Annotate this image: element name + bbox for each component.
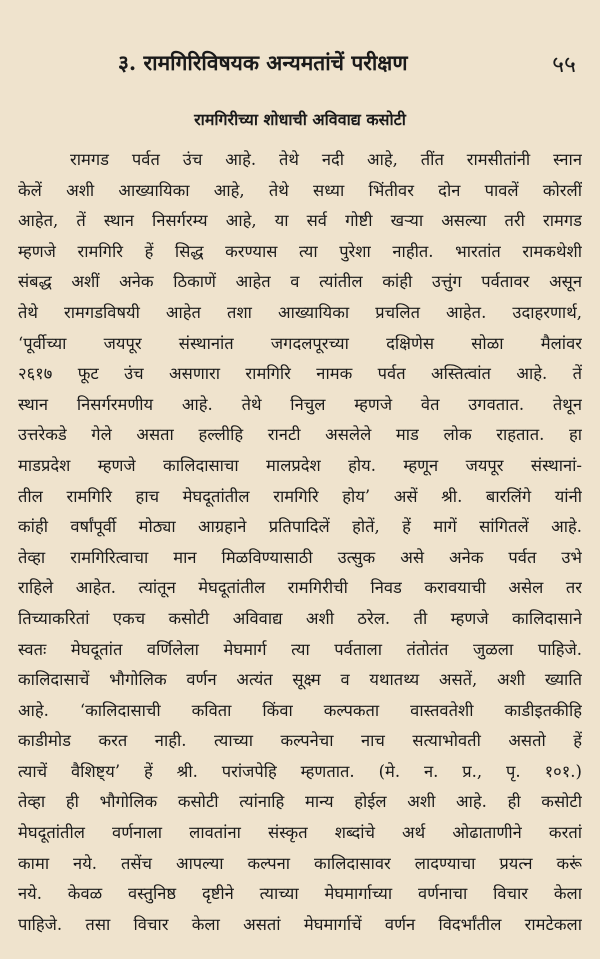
body-text bbox=[18, 145, 582, 940]
text-line: तिच्याकरितां एकच कसोटी अविवाद्य अशी ठरेल. ती म्हणजे कालिदासाने bbox=[18, 608, 582, 628]
text-line: ‘पूर्वीच्या जयपूर संस्थानांत जगदलपूरच्या दक्षिणेस सोळा मैलांवर bbox=[18, 333, 582, 353]
chapter-title: ३. रामगिरिविषयक अन्यमतांचें परीक्षण bbox=[118, 50, 408, 75]
text-line: उत्तरेकडे गेले असता हल्लीहि रानटी असलेले माड लोक राहतात. हा bbox=[18, 425, 582, 445]
text-line: तील रामगिरि हाच मेघदूतांतील रामगिरि होय’ असें श्री. बारलिंगे यांनी bbox=[18, 486, 582, 506]
text-line: म्हणजे रामगिरि हें सिद्ध करण्यास त्या पुरेशा नाहीत. भारतांत रामकथेशी bbox=[18, 241, 582, 261]
text-line: पाहिजे. तसा विचार केला असतां मेघमार्गाचें वर्णन विदर्भांतील रामटेकला bbox=[18, 914, 582, 934]
text-line: स्थान निसर्गरमणीय आहे. तेथे निचुल म्हणजे वेत उगवतात. तेथून bbox=[18, 394, 582, 414]
text-line: आहेत, तें स्थान निसर्गरम्य आहे, या सर्व गोष्टी खऱ्या असल्या तरी रामगड bbox=[18, 211, 582, 231]
text-line: काडीमोड करत नाही. त्याच्या कल्पनेचा नाच सत्याभोवती असतो हें bbox=[18, 731, 582, 751]
section-title: रामगिरीच्या शोधाची अविवाद्य कसोटी bbox=[194, 110, 406, 129]
text-line: नये. केवळ वस्तुनिष्ठ दृष्टीने त्याच्या मेघमार्गाच्या वर्णनाचा विचार केला bbox=[18, 884, 582, 904]
text-line: त्याचें वैशिष्ट्य’ हें श्री. परांजपेहि म्हणतात. (मे. न. प्र., पृ. १०१.) bbox=[18, 761, 582, 781]
text-line: २६१७ फूट उंच असणारा रामगिरि नामक पर्वत अस्तित्वांत आहे. तें bbox=[18, 364, 582, 384]
text-line: केलें अशी आख्यायिका आहे, तेथे सध्या भिंतीवर दोन पावलें कोरलीं bbox=[18, 180, 582, 200]
text-line: रामगड पर्वत उंच आहे. तेथे नदी आहे, तींत रामसीतांनी स्नान bbox=[70, 150, 582, 169]
text-line: तेव्हा रामगिरित्वाचा मान मिळविण्यासाठी उत्सुक असे अनेक पर्वत उभे bbox=[18, 547, 582, 567]
text-line: कामा नये. तसेंच आपल्या कल्पना कालिदासावर लादण्याचा प्रयत्न करूं bbox=[18, 853, 582, 873]
text-line: कालिदासाचें भौगोलिक वर्णन अत्यंत सूक्ष्म व यथातथ्य असतें, अशी ख्याति bbox=[18, 670, 582, 690]
text-line: संबद्ध अशीं अनेक ठिकाणें आहेत व त्यांतील कांही उत्तुंग पर्वतावर असून bbox=[18, 272, 582, 292]
text-line: राहिले आहेत. त्यांतून मेघदूतांतील रामगिरीची निवड करावयाची असेल तर bbox=[18, 578, 582, 598]
text-line: कांही वर्षांपूर्वी मोठ्या आग्रहाने प्रतिपादिलें होतें, हें मागें सांगितलें आहे. bbox=[18, 517, 582, 537]
text-line: तेव्हा ही भौगोलिक कसोटी त्यांनाहि मान्य होईल अशी आहे. ही कसोटी bbox=[18, 792, 582, 812]
page-number: ५५ bbox=[552, 52, 576, 78]
text-line: आहे. ‘कालिदासाची कविता किंवा कल्पकता वास्तवतेशी काडीइतकीहि bbox=[18, 700, 582, 720]
text-line: स्वतः मेघदूतांत वर्णिलेला मेघमार्ग त्या पर्वताला तंतोतंत जुळला पाहिजे. bbox=[18, 639, 582, 659]
page-header bbox=[0, 45, 600, 81]
text-line: माडप्रदेश म्हणजे कालिदासाचा मालप्रदेश होय. म्हणून जयपूर संस्थानां- bbox=[18, 455, 582, 475]
text-line: तेथे रामगडविषयी आहेत तशा आख्यायिका प्रचलित आहेत. उदाहरणार्थ, bbox=[18, 302, 582, 322]
text-line: मेघदूतांतील वर्णनाला लावतांना संस्कृत शब्दांचे अर्थ ओढाताणीने करतां bbox=[18, 823, 582, 843]
